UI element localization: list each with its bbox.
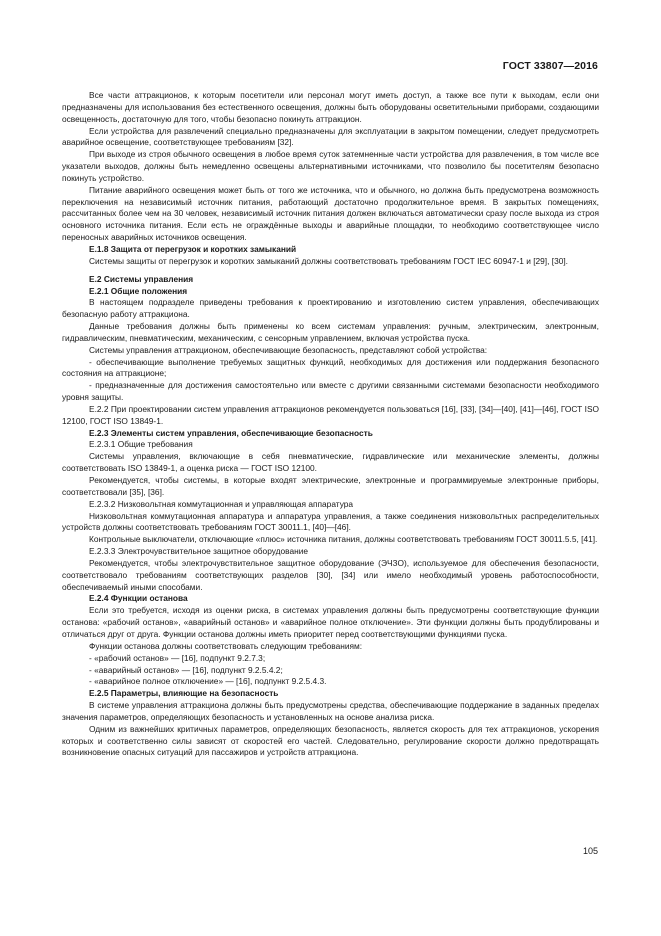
paragraph: В настоящем подразделе приведены требования к проектированию и изготовлению систем управления, обеспечивающих безопасную работу аттракциона. [62,297,599,320]
paragraph: Все части аттракционов, к которым посетители или персонал могут иметь доступ, а также все пути к выходам, если они предназначены для использования без естественного освещения, должны быть оборудованы осветительными приборами, создающими освещенность, достаточную для того, чтобы безопасно покинуть аттракцион. [62,90,599,124]
paragraph: - обеспечивающие выполнение требуемых защитных функций, необходимых для достижения или поддержания безопасного состояния на аттракционе; [62,356,599,379]
paragraph: Рекомендуется, чтобы системы, в которые входят электрические, электронные и программируемые электронные приборы, соответствовали [35], [36]. [62,475,599,497]
paragraph: Функции останова должны соответствовать следующим требованиям: [89,640,363,651]
paragraph: - «аварийный останов» — [16], подпункт 9.2.5.4.2; [89,664,283,675]
section-heading: Е.2.1 Общие положения [89,285,188,296]
paragraph: Е.2.3.3 Электрочувствительное защитное оборудование [89,546,309,557]
section-heading: Е.2.4 Функции останова [89,593,188,604]
paragraph: Системы управления, включающие в себя пневматические, гидравлические или механические элементы, должны соответствовать ISO 13849-1, а оценка риска — ГОСТ ISO 12100. [62,451,599,474]
section-heading: Е.2.3 Элементы систем управления, обеспечивающие безопасность [89,427,373,438]
paragraph: Системы управления аттракционом, обеспечивающие безопасность, представляют собой устройства: [89,344,488,355]
section-heading: Е.1.8 Защита от перегрузок и коротких замыканий [89,243,297,254]
paragraph: Данные требования должны быть применены ко всем системам управления: ручным, электрическим, электронным, гидравлическим, пневматическим, механическим, с сенсорным управлением, включая устройства пуска. [62,321,599,343]
paragraph: Если это требуется, исходя из оценки риска, в системах управления должны быть предусмотрены соответствующие функции останова: «рабочий останов», «аварийный останов» и «аварийное полное отключение». Эти функции должны быть продублированы и отличаться друг от друга. Функции останова должны иметь приоритет перед соответствующими функциями пуска. [62,605,599,639]
section-heading: Е.2.5 Параметры, влияющие на безопасность [89,688,279,699]
paragraph: - «рабочий останов» — [16], подпункт 9.2.7.3; [89,652,266,663]
page-number: 105 [582,846,598,856]
paragraph: При выходе из строя обычного освещения в любое время суток затемненные части устройства для развлечения, в том числе все указатели выходов, должны быть немедленно освещены альтернативными источниками, что позволило бы посетителям безопасно покинуть устройство. [62,149,599,183]
paragraph: Е.2.3.1 Общие требования [89,439,193,450]
paragraph: - «аварийное полное отключение» — [16], подпункт 9.2.5.4.3. [89,676,327,687]
paragraph: Е.2.3.2 Низковольтная коммутационная и управляющая аппаратура [89,498,354,509]
paragraph: Если устройства для развлечений специально предназначены для эксплуатации в закрытом помещении, следует предусмотреть аварийное освещение, соответствующее требованиям [32]. [62,125,599,148]
section-heading: Е.2 Системы управления [89,273,194,284]
paragraph: Низковольтная коммутационная аппаратура и аппаратура управления, а также соединения низковольтных распределительных устройств должны соответствовать требованиям ГОСТ 30011.1, [40]—[46]. [62,510,599,533]
paragraph: Питание аварийного освещения может быть от того же источника, что и обычного, но должна быть предусмотрена возможность переключения на независимый источник питания, работающий достаточно продолжительное время. В закрытых помещениях, рассчитанных более чем на 30 человек, независимый источник питания должен включаться автоматически сразу после выхода из строя основного источника питания. Если есть не ограждённые выходы и аварийные площадки, то необходимо соответствующее число переносных аварийных источников освещения. [62,184,599,243]
paragraph: - предназначенные для достижения самостоятельно или вместе с другими связанными системами безопасности необходимого уровня защиты. [62,380,599,403]
paragraph: Контрольные выключатели, отключающие «плюс» источника питания, должны соответствовать требованиям ГОСТ 30011.5.5, [41]. [89,534,598,545]
paragraph: Одним из важнейших критичных параметров, определяющих безопасность, является скорость для тех аттракционов, ускорения которых и соответственно силы зависят от скоростей его частей. Следовательно, регулирование скорости должно предотвращать возникновение опасных ситуаций для пассажиров и устройств аттракциона. [62,723,599,758]
document-body [62,90,599,759]
paragraph: Рекомендуется, чтобы электрочувствительное защитное оборудование (ЭЧЗО), используемое для обеспечения безопасности, соответствовало требованиям соответствующих разделов [30], [34] или имело необходимый уровень работоспособности, обеспечиваемый иными способами. [62,557,599,592]
paragraph: Е.2.2 При проектировании систем управления аттракционов рекомендуется пользоваться [16], [33], [34]—[40], [41]—[46], ГОСТ ISO 12100, ГОСТ ISO 13849-1. [62,403,599,426]
paragraph: В системе управления аттракциона должны быть предусмотрены средства, обеспечивающие поддержание в заданных пределах значения параметров, определяющих безопасность и установленных на основе анализа риска. [62,700,599,722]
paragraph: Системы защиты от перегрузок и коротких замыканий должны соответствовать требованиям ГОСТ IEC 60947-1 и [29], [30]. [89,255,569,266]
document-number: ГОСТ 33807—2016 [502,60,598,72]
